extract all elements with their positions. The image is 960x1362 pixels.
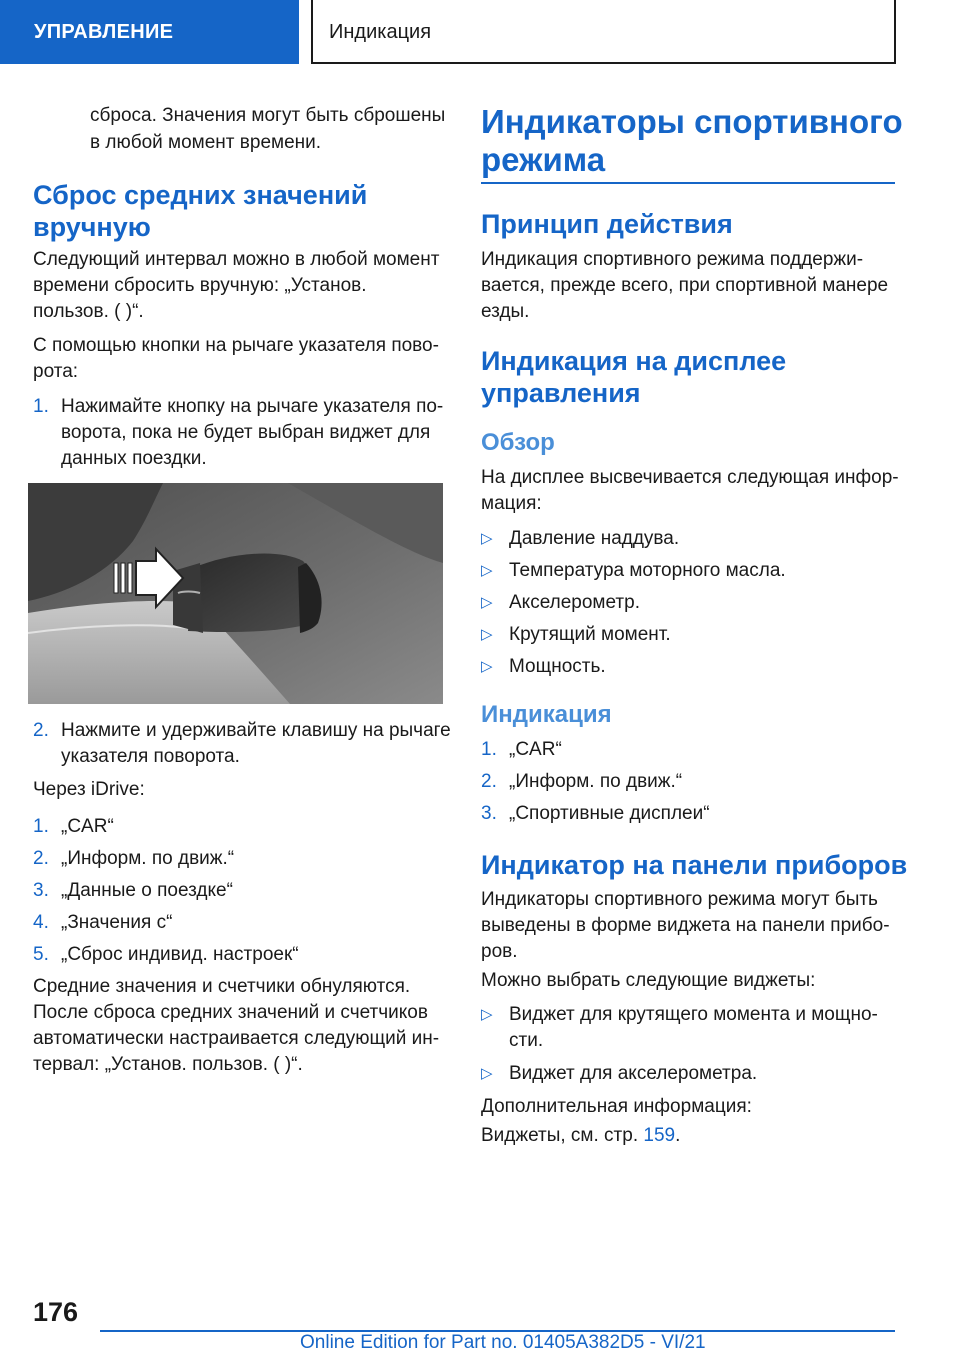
overview-line-2: мация: — [481, 493, 542, 514]
cid-heading-line-2: управления — [481, 378, 641, 408]
widget-2: Виджет для акселерометра. — [509, 1063, 758, 1084]
edition-footer: Online Edition for Part no. 01405A382D5 - VI/21 — [300, 1332, 706, 1353]
step-2-line-1: Нажмите и удерживайте клавишу на рычаге — [61, 720, 451, 741]
page-link-159[interactable]: 159 — [643, 1125, 676, 1146]
display-step-1-text: „CAR“ — [509, 739, 562, 760]
widgets-label: Можно выбрать следующие виджеты: — [481, 970, 816, 991]
step-2-line-2: указателя поворота. — [61, 746, 240, 767]
display-step-2-number: 2. — [481, 771, 497, 792]
reset-para-line-3: пользов. ( )“. — [33, 301, 144, 322]
reference-end: . — [675, 1125, 681, 1146]
step-1-line-3: данных поездки. — [61, 448, 207, 469]
step-1-line-1: Нажимайте кнопку на рычаге указателя по- — [61, 396, 444, 417]
idrive-step-4-text: „Значения с“ — [61, 912, 173, 933]
principle-line-2: вается, прежде всего, при спортивной манере — [481, 275, 889, 296]
widget-1-line-2: сти. — [509, 1030, 544, 1051]
idrive-step-5-number: 5. — [33, 944, 49, 965]
cluster-line-3: ров. — [481, 941, 518, 962]
overview-item-2: Температура моторного масла. — [509, 560, 786, 581]
reset-para-line-2: времени сбросить вручную: „Установ. — [33, 275, 367, 296]
step-1-line-2: ворота, пока не будет выбран виджет для — [61, 422, 431, 443]
reset-heading-line-2: вручную — [33, 212, 151, 242]
cluster-line-1: Индикаторы спортивного режима могут быть — [481, 889, 878, 910]
bullet-icon: ▷ — [481, 626, 493, 643]
overview-item-1: Давление наддува. — [509, 528, 680, 549]
result-line-2: После сброса средних значений и счетчиков — [33, 1002, 428, 1023]
button-para-line-2: рота: — [33, 361, 79, 382]
idrive-step-1-text: „CAR“ — [61, 816, 114, 837]
heading-rule — [481, 182, 895, 184]
result-line-4: тервал: „Установ. пользов. ( )“. — [33, 1054, 303, 1075]
result-line-3: автоматически настраивается следующий ин- — [33, 1028, 440, 1049]
button-para-line-1: С помощью кнопки на рычаге указателя пово- — [33, 335, 439, 356]
idrive-step-4-number: 4. — [33, 912, 49, 933]
bullet-icon: ▷ — [481, 1006, 493, 1023]
display-step-2-text: „Информ. по движ.“ — [509, 771, 683, 792]
lever-photo — [28, 483, 443, 704]
idrive-label: Через iDrive: — [33, 779, 145, 800]
reference-text: Виджеты, см. стр. — [481, 1125, 644, 1146]
sport-heading-line-2: режима — [481, 141, 606, 178]
overview-item-4: Крутящий момент. — [509, 624, 671, 645]
principle-line-3: езды. — [481, 301, 530, 322]
bullet-icon: ▷ — [481, 530, 493, 547]
idrive-step-2-number: 2. — [33, 848, 49, 869]
bullet-icon: ▷ — [481, 594, 493, 611]
overview-item-3: Акселерометр. — [509, 592, 640, 613]
cid-heading-line-1: Индикация на дисплее — [481, 346, 787, 376]
principle-line-1: Индикация спортивного режима поддержи- — [481, 249, 864, 270]
result-line-1: Средние значения и счетчики обнуляются. — [33, 976, 411, 997]
bullet-icon: ▷ — [481, 1065, 493, 1082]
principle-heading: Принцип действия — [481, 209, 733, 239]
reset-heading-line-1: Сброс средних значений — [33, 180, 368, 210]
bullet-icon: ▷ — [481, 658, 493, 675]
display-step-3-text: „Спортивные дисплеи“ — [509, 803, 710, 824]
more-info-label: Дополнительная информация: — [481, 1096, 752, 1117]
sport-heading-line-1: Индикаторы спортивного — [481, 103, 903, 140]
step-2-number: 2. — [33, 720, 49, 741]
intro-line-2: в любой момент времени. — [90, 132, 322, 153]
widget-1-line-1: Виджет для крутящего момента и мощно- — [509, 1004, 878, 1025]
idrive-step-3-number: 3. — [33, 880, 49, 901]
reference-line — [481, 1123, 680, 1149]
idrive-step-5-text: „Сброс индивид. настроек“ — [61, 944, 299, 965]
lever-illustration — [28, 483, 443, 704]
section-tab: УПРАВЛЕНИЕ — [0, 0, 299, 64]
idrive-step-3-text: „Данные о поездке“ — [61, 880, 233, 901]
display-step-3-number: 3. — [481, 803, 497, 824]
reset-para-line-1: Следующий интервал можно в любой момент — [33, 249, 440, 270]
overview-heading: Обзор — [481, 429, 555, 456]
display-step-1-number: 1. — [481, 739, 497, 760]
page-number: 176 — [33, 1297, 79, 1327]
idrive-step-2-text: „Информ. по движ.“ — [61, 848, 235, 869]
cluster-heading: Индикатор на панели приборов — [481, 850, 908, 880]
idrive-step-1-number: 1. — [33, 816, 49, 837]
cluster-line-2: выведены в форме виджета на панели прибо- — [481, 915, 890, 936]
bullet-icon: ▷ — [481, 562, 493, 579]
chapter-title: Индикация — [311, 0, 896, 64]
overview-line-1: На дисплее высвечивается следующая инфор- — [481, 467, 899, 488]
overview-item-5: Мощность. — [509, 656, 606, 677]
display-heading: Индикация — [481, 701, 612, 728]
intro-line-1: сброса. Значения могут быть сброшены — [90, 105, 446, 126]
step-1-number: 1. — [33, 396, 49, 417]
